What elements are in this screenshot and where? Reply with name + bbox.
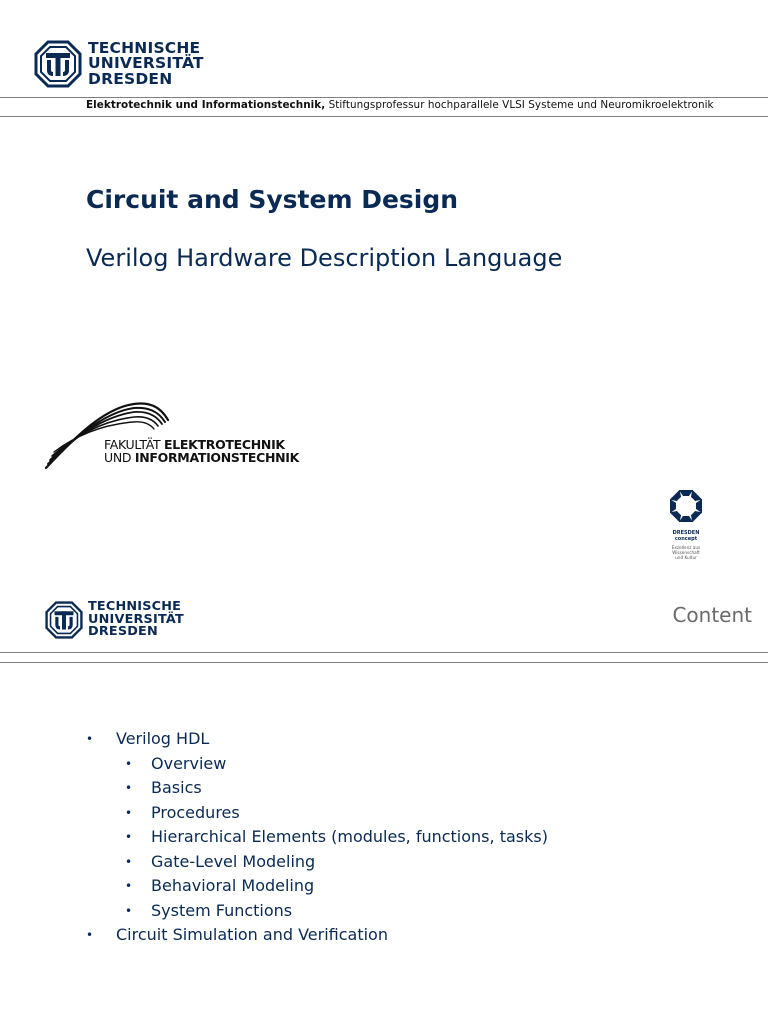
bullet-icon: •	[125, 879, 133, 893]
content-rule-bottom	[0, 662, 768, 663]
university-name-line: DRESDEN	[88, 69, 173, 88]
list-item-text: Basics	[151, 778, 202, 797]
bullet-icon: •	[125, 854, 133, 869]
dresden-concept-tagline	[663, 545, 709, 560]
tu-dresden-logo-icon	[34, 40, 82, 88]
dresden-concept-line: concept	[674, 535, 698, 542]
bullet-icon: •	[125, 903, 133, 918]
university-name-line: UNIVERSITÄT	[88, 54, 204, 73]
list-item-text: Behavioral Modeling	[151, 876, 315, 895]
list-item-text: Hierarchical Elements (modules, functions, tasks)	[151, 827, 548, 846]
university-name-line: TECHNISCHE	[88, 599, 182, 615]
professorship-name: Stiftungsprofessur hochparallele VLSI Systeme und Neuromikroelektronik	[328, 99, 714, 111]
dresden-concept-logo	[663, 484, 709, 568]
university-name-line: UNIVERSITÄT	[88, 611, 184, 627]
list-item-text: Overview	[151, 753, 227, 773]
content-rule-top	[0, 652, 768, 653]
list-item-text: Circuit Simulation and Verification	[116, 925, 388, 944]
faculty-line	[86, 99, 766, 111]
bullet-icon: •	[125, 805, 133, 820]
dresden-concept-tagline-line: Wissenschaft	[672, 550, 700, 556]
content-heading: Content	[672, 603, 752, 627]
dresden-concept-line: DRESDEN	[672, 530, 700, 536]
list-item-text: Procedures	[151, 802, 240, 822]
dresden-concept-logo-icon	[663, 484, 709, 528]
dresden-concept-tagline-line: und Kultur	[675, 555, 697, 561]
list-item-text: Gate-Level Modeling	[151, 851, 316, 871]
tu-dresden-logo	[34, 40, 204, 88]
header-rule-top	[0, 97, 768, 98]
bullet-icon: •	[86, 732, 94, 746]
bullet-icon: •	[125, 781, 133, 795]
fakultaet-line1-light: FAKULTÄT	[104, 437, 165, 452]
header-rule-bottom	[0, 116, 768, 117]
fakultaet-line2-bold: INFORMATIONSTECHNIK	[134, 450, 300, 466]
bullet-icon: •	[125, 830, 133, 844]
university-name-line: DRESDEN	[88, 624, 158, 640]
slide-title: Circuit and System Design	[86, 185, 459, 214]
slide-subtitle: Verilog Hardware Description Language	[86, 244, 563, 272]
tu-dresden-logo	[45, 601, 184, 639]
university-name-line: TECHNISCHE	[88, 39, 201, 58]
fakultaet-name	[104, 438, 299, 464]
fakultaet-logo	[44, 398, 300, 470]
dresden-concept-name	[663, 531, 709, 543]
university-name	[88, 601, 184, 639]
dresden-concept-tagline-line: Exzellenz aus	[671, 545, 701, 550]
fakultaet-line1-bold: ELEKTROTECHNIK	[164, 437, 285, 452]
faculty-name: Elektrotechnik und Informationstechnik,	[86, 99, 326, 111]
tu-dresden-logo-icon	[45, 601, 83, 639]
list-item-text: System Functions	[151, 900, 293, 920]
bullet-icon: •	[86, 928, 94, 942]
bullet-icon: •	[125, 756, 133, 771]
list-item-text: Verilog HDL	[116, 729, 210, 748]
content-slide	[0, 590, 768, 1024]
fakultaet-line2-light: UND	[104, 450, 135, 466]
university-name	[88, 41, 204, 87]
